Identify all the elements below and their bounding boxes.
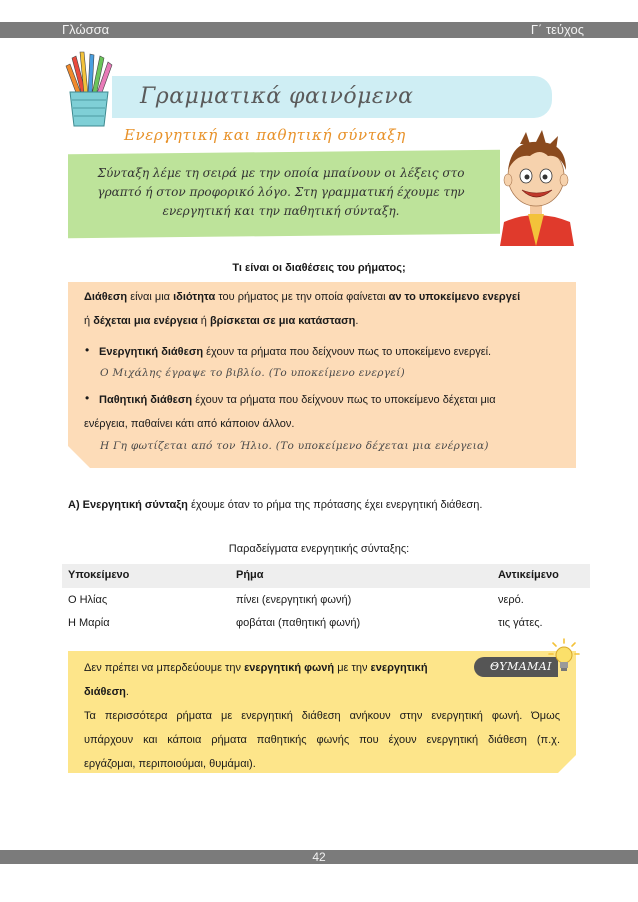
passive-example: Η Γη φωτίζεται από τον Ήλιο. (Το υποκείμενο δέχεται μια ενέργεια) — [100, 440, 489, 452]
banner-title: Γραμματικά φαινόμενα — [140, 84, 414, 109]
passive-voice-line2: ενέργεια, παθαίνει κάτι από κάποιον άλλον. — [84, 418, 295, 430]
remember-line2: διάθεση. — [84, 686, 129, 698]
pencil-cup-icon — [58, 50, 120, 128]
bullet-icon: • — [85, 391, 90, 405]
table-cell: Ο Ηλίας — [68, 594, 108, 606]
definition-text — [88, 164, 474, 221]
table-cell: πίνει (ενεργητική φωνή) — [236, 594, 352, 606]
table-cell: φοβάται (παθητική φωνή) — [236, 617, 361, 629]
header-subject: Γλώσσα — [62, 22, 110, 37]
remember-line5: εργάζομαι, περιποιούμαι, θυμάμαι). — [84, 758, 256, 770]
bullet-icon: • — [85, 343, 90, 357]
remember-line3: Τα περισσότερα ρήματα με ενεργητική διάθεση ανήκουν στην ενεργητική φωνή. Όμως — [84, 710, 560, 722]
table-header-cell: Ρήμα — [236, 569, 264, 581]
footer-bar — [0, 850, 638, 864]
question-heading: Τι είναι οι διαθέσεις του ρήματος; — [232, 262, 406, 274]
boy-illustration-icon — [490, 130, 582, 246]
header-bar — [0, 22, 638, 38]
header-volume: Γ΄ τεύχος — [530, 22, 584, 37]
remember-tag: ΘΥΜΑΜΑΙ — [474, 657, 558, 677]
remember-line1: Δεν πρέπει να μπερδεύουμε την ενεργητική φωνή με την ενεργητική — [84, 662, 428, 674]
remember-line4: υπάρχουν και κάποια ρήματα παθητικής φωνής που έχουν ενεργητική διάθεση (π.χ. — [84, 734, 560, 746]
active-voice-line: Ενεργητική διάθεση έχουν τα ρήματα που δείχνουν πως το υποκείμενο ενεργεί. — [99, 346, 492, 358]
active-example: Ο Μιχάλης έγραψε το βιβλίο. (Το υποκείμενο ενεργεί) — [100, 367, 406, 379]
definition-line: γραπτό ή στον προφορικό λόγο. Στη γραμματική έχουμε την — [97, 185, 465, 199]
table-cell: Η Μαρία — [68, 617, 110, 629]
table-header-cell: Υποκείμενο — [68, 569, 130, 581]
voice-paragraph-line2: ή δέχεται μια ενέργεια ή βρίσκεται σε μια κατάσταση. — [84, 315, 359, 327]
table-header-cell: Αντικείμενο — [498, 569, 559, 581]
voice-paragraph-line1: Διάθεση είναι μια ιδιότητα του ρήματος με την οποία φαίνεται αν το υποκείμενο ενεργεί — [84, 291, 521, 303]
table-cell: νερό. — [498, 594, 524, 606]
examples-title: Παραδείγματα ενεργητικής σύνταξης: — [228, 543, 410, 555]
definition-line: Σύνταξη λέμε τη σειρά με την οποία μπαίνουν οι λέξεις στο — [97, 166, 465, 180]
lightbulb-icon — [548, 638, 580, 674]
active-syntax-definition: Α) Ενεργητική σύνταξη έχουμε όταν το ρήμα της πρότασης έχει ενεργητική διάθεση. — [68, 499, 483, 511]
table-cell: τις γάτες. — [498, 617, 543, 629]
passive-voice-line: Παθητική διάθεση έχουν τα ρήματα που δείχνουν πως το υποκείμενο δέχεται μια — [99, 394, 496, 406]
section-title: Ενεργητική και παθητική σύνταξη — [124, 126, 406, 144]
definition-line: ενεργητική και την παθητική σύνταξη. — [162, 204, 400, 218]
page-number: 42 — [312, 850, 326, 864]
